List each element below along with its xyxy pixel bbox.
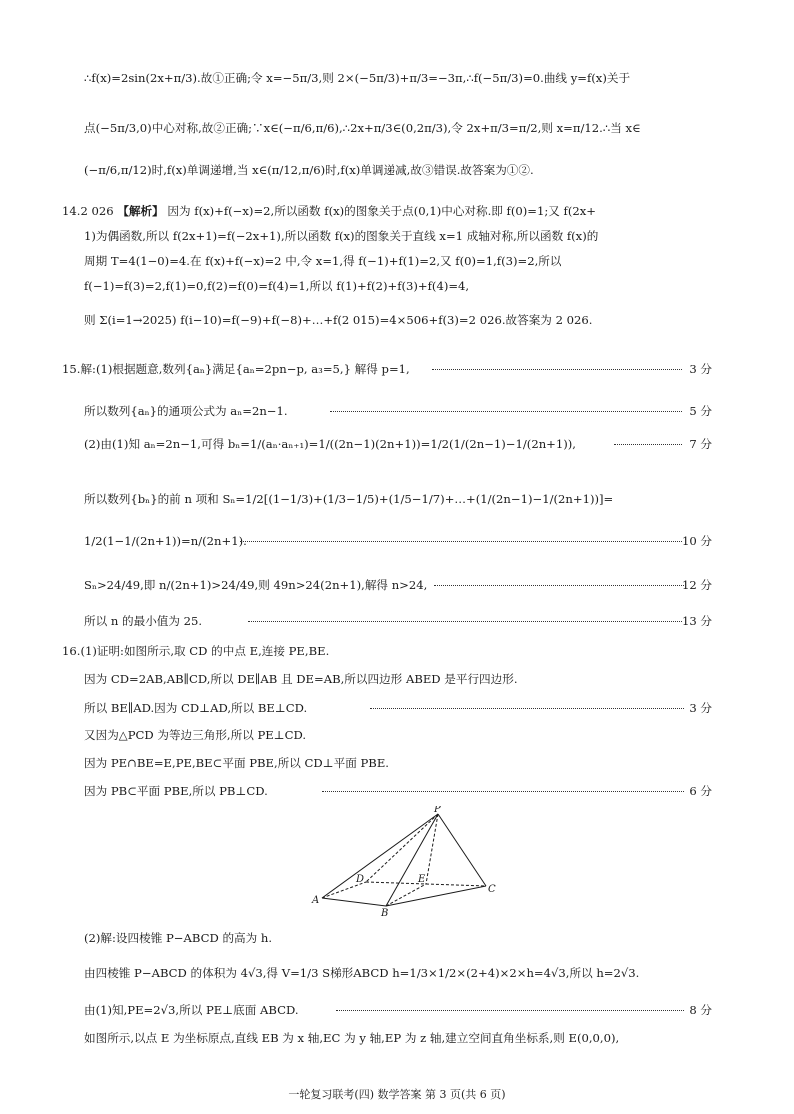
edge-PA bbox=[322, 814, 438, 898]
score-mark: 10 分 bbox=[681, 534, 712, 548]
dot-leader bbox=[240, 540, 682, 542]
text-line: 因为 PB⊂平面 PBE,所以 PB⊥CD. bbox=[84, 784, 268, 798]
text-line: ∴f(x)=2sin(2x+π/3).故①正确;令 x=−5π/3,则 2×(−5π/3)+π/3=−3π,∴f(−5π/3)=0.曲线 y=f(x)关于 bbox=[84, 71, 631, 85]
score-mark: 3 分 bbox=[689, 362, 712, 376]
page-footer: 一轮复习联考(四) 数学答案 第 3 页(共 6 页) bbox=[288, 1088, 506, 1101]
pyramid-figure bbox=[310, 806, 510, 918]
edge-BC bbox=[386, 886, 486, 906]
text-line: 15.解:(1)根据题意,数列{aₙ}满足{aₙ=2pn−p, a₃=5,} 解得 p=1, bbox=[62, 362, 410, 376]
text-line: 所以 BE∥AD.因为 CD⊥AD,所以 BE⊥CD. bbox=[84, 701, 308, 715]
text-line: 则 Σ(i=1→2025) f(i−10)=f(−9)+f(−8)+…+f(2 015)=4×506+f(3)=2 026.故答案为 2 026. bbox=[84, 313, 593, 327]
dot-leader bbox=[336, 1009, 684, 1011]
text-line: (−π/6,π/12)时,f(x)单调递增,当 x∈(π/12,π/6)时,f(x)单调递减,故③错误.故答案为①②. bbox=[84, 163, 534, 177]
edge-PD bbox=[366, 814, 438, 882]
score-mark: 3 分 bbox=[689, 701, 712, 715]
label-P: P bbox=[434, 806, 441, 815]
label-B: B bbox=[381, 908, 389, 918]
question-14-line bbox=[62, 203, 596, 219]
text-line: 因为 CD=2AB,AB∥CD,所以 DE∥AB 且 DE=AB,所以四边形 ABED 是平行四边形. bbox=[84, 672, 518, 686]
label-E: E bbox=[418, 874, 426, 885]
text-line: 由四棱锥 P−ABCD 的体积为 4√3,得 V=1/3 S梯形ABCD h=1/3×1/2×(2+4)×2×h=4√3,所以 h=2√3. bbox=[84, 966, 640, 980]
text-line: 16.(1)证明:如图所示,取 CD 的中点 E,连接 PE,BE. bbox=[62, 644, 330, 658]
dot-leader bbox=[248, 620, 682, 622]
text-line: (2)由(1)知 aₙ=2n−1,可得 bₙ=1/(aₙ·aₙ₊₁)=1/((2n−1)(2n+1))=1/2(1/(2n−1)−1/(2n+1)), bbox=[84, 437, 576, 451]
text-line: f(−1)=f(3)=2,f(1)=0,f(2)=f(0)=f(4)=1,所以 f(1)+f(2)+f(3)+f(4)=4, bbox=[84, 279, 470, 293]
text-line: 1/2(1−1/(2n+1))=n/(2n+1). bbox=[84, 534, 247, 548]
label-C: C bbox=[488, 884, 496, 895]
edge-PC bbox=[438, 814, 486, 886]
question-number: 14.2 026 bbox=[62, 204, 114, 218]
dot-leader bbox=[614, 443, 682, 445]
text-line: 所以数列{bₙ}的前 n 项和 Sₙ=1/2[(1−1/3)+(1/3−1/5)+(1/5−1/7)+…+(1/(2n−1)−1/(2n+1))]= bbox=[84, 492, 614, 506]
label-D: D bbox=[356, 874, 365, 885]
dot-leader bbox=[370, 707, 684, 709]
dot-leader bbox=[322, 790, 684, 792]
text-line: Sₙ>24/49,即 n/(2n+1)>24/49,则 49n>24(2n+1),解得 n>24, bbox=[84, 578, 428, 592]
score-mark: 12 分 bbox=[681, 578, 712, 592]
score-mark: 6 分 bbox=[689, 784, 712, 798]
dot-leader bbox=[434, 584, 684, 586]
text-line: 因为 PE∩BE=E,PE,BE⊂平面 PBE,所以 CD⊥平面 PBE. bbox=[84, 756, 389, 770]
text-line: (2)解:设四棱锥 P−ABCD 的高为 h. bbox=[84, 931, 273, 945]
text-line: 如图所示,以点 E 为坐标原点,直线 EB 为 x 轴,EC 为 y 轴,EP 为 z 轴,建立空间直角坐标系,则 E(0,0,0), bbox=[84, 1031, 620, 1045]
text-line: 周期 T=4(1−0)=4.在 f(x)+f(−x)=2 中,令 x=1,得 f(−1)+f(1)=2,又 f(0)=1,f(3)=2,所以 bbox=[84, 254, 562, 268]
dot-leader bbox=[432, 368, 682, 370]
score-mark: 13 分 bbox=[681, 614, 712, 628]
text-line: 1)为偶函数,所以 f(2x+1)=f(−2x+1),所以函数 f(x)的图象关于直线 x=1 成轴对称,所以函数 f(x)的 bbox=[84, 229, 599, 243]
score-mark: 8 分 bbox=[689, 1003, 712, 1017]
edge-AB bbox=[322, 898, 386, 906]
score-mark: 7 分 bbox=[689, 437, 712, 451]
score-mark: 5 分 bbox=[689, 404, 712, 418]
text-line: 所以数列{aₙ}的通项公式为 aₙ=2n−1. bbox=[84, 404, 288, 418]
text-line: 点(−5π/3,0)中心对称,故②正确;∵x∈(−π/6,π/6),∴2x+π/3∈(0,2π/3),令 2x+π/3=π/2,则 x=π/12.∴当 x∈ bbox=[84, 121, 641, 135]
analysis-tag: 【解析】 bbox=[117, 204, 164, 218]
dot-leader bbox=[330, 410, 682, 412]
label-A: A bbox=[312, 895, 320, 906]
text-segment: 因为 f(x)+f(−x)=2,所以函数 f(x)的图象关于点(0,1)中心对称.即 f(0)=1;又 f(2x+ bbox=[167, 204, 596, 218]
text-line: 又因为△PCD 为等边三角形,所以 PE⊥CD. bbox=[84, 728, 307, 742]
text-line: 所以 n 的最小值为 25. bbox=[84, 614, 203, 628]
text-line: 由(1)知,PE=2√3,所以 PE⊥底面 ABCD. bbox=[84, 1003, 299, 1017]
